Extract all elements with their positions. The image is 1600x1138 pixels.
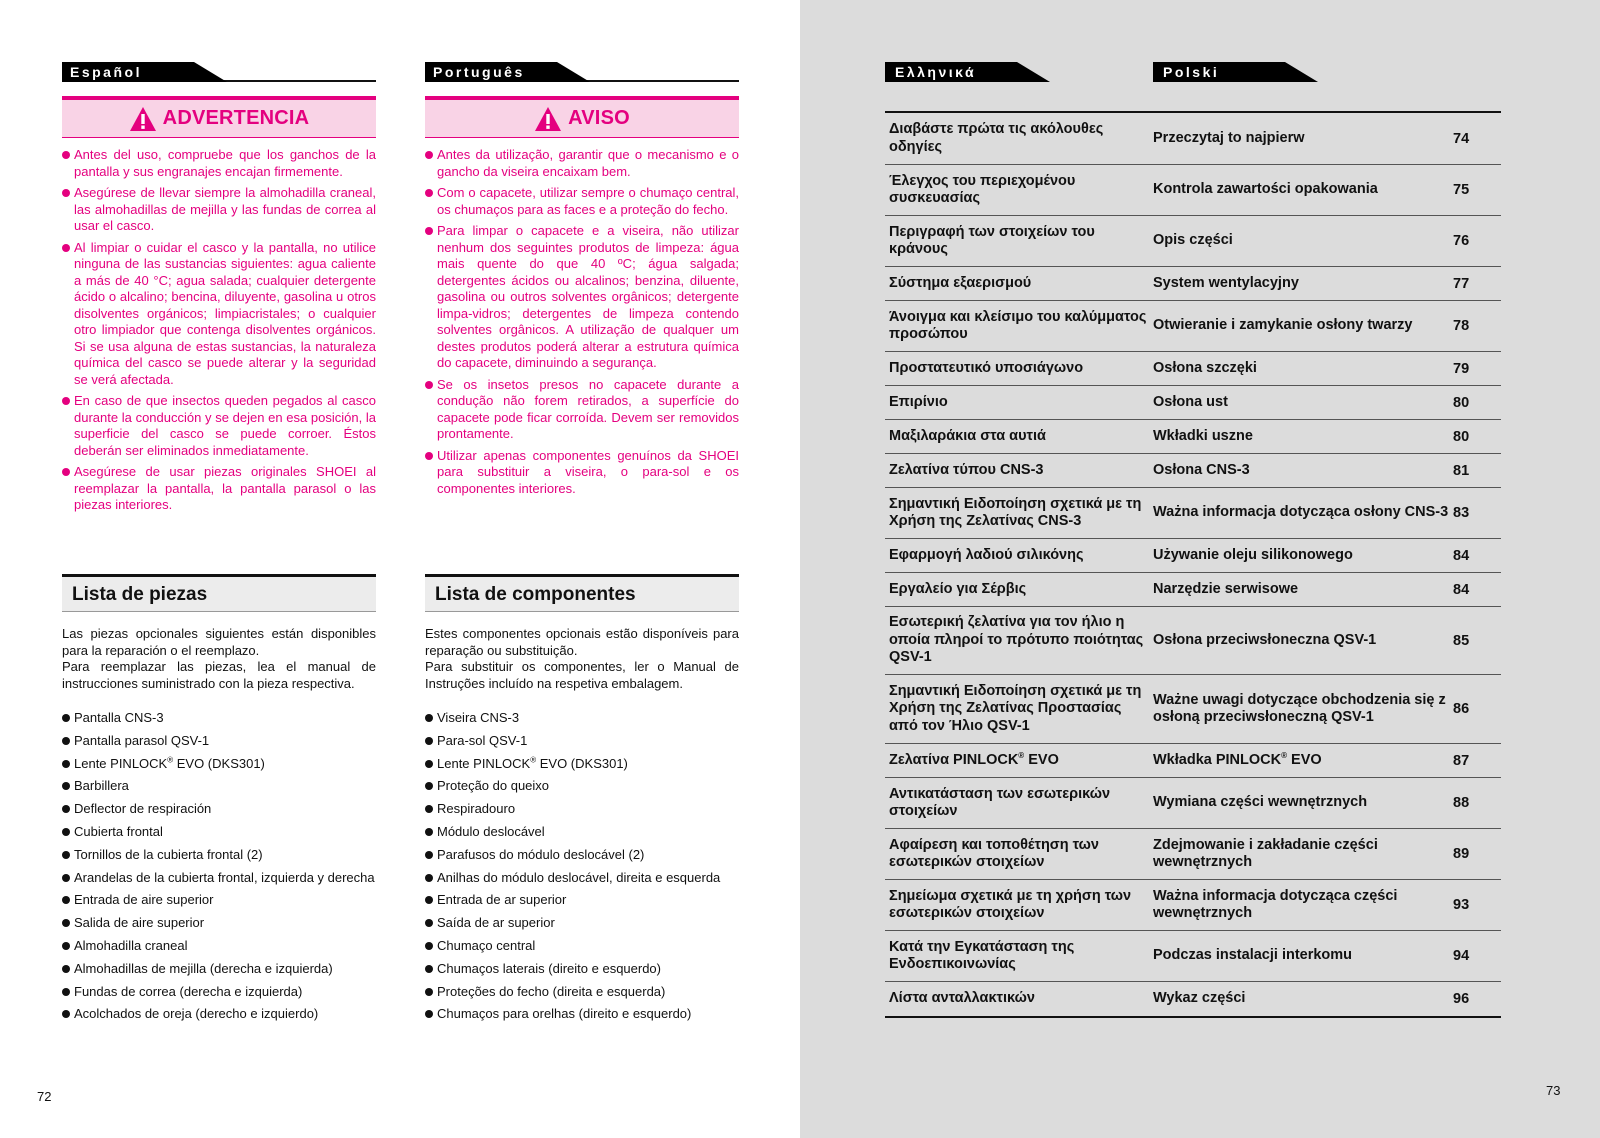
section-header — [425, 574, 739, 612]
toc-polish: System wentylacyjny — [1153, 274, 1299, 291]
toc-page: 83 — [1453, 505, 1470, 521]
list-item: Saída de ar superior — [425, 915, 739, 932]
toc-polish: Narzędzie serwisowe — [1153, 580, 1299, 597]
lang-label: Português — [433, 64, 525, 80]
warning-item: Utilizar apenas componentes genuínos da SHOEI para substituir a viseira, o para-sol e os componentes interiores. — [425, 448, 739, 498]
toc-polish: Osłona przeciwsłoneczna QSV-1 — [1153, 631, 1377, 648]
table-of-contents — [885, 111, 1501, 1018]
lang-tab-greek — [885, 62, 1050, 82]
toc-polish: Wykaz części — [1153, 990, 1246, 1007]
lang-tab-portuguese — [425, 62, 739, 82]
list-item: Salida de aire superior — [62, 915, 376, 932]
intro-line-1: Las piezas opcionales siguientes están disponibles para la reparación o el reemplazo. — [62, 626, 376, 658]
table-row[interactable] — [885, 301, 1501, 352]
toc-polish: Przeczytaj to najpierw — [1153, 129, 1305, 146]
list-item: Para-sol QSV-1 — [425, 733, 739, 750]
table-row[interactable] — [885, 216, 1501, 267]
list-item: Arandelas de la cubierta frontal, izquierda y derecha — [62, 870, 376, 887]
table-row[interactable] — [885, 267, 1501, 301]
list-item: Tornillos de la cubierta frontal (2) — [62, 847, 376, 864]
toc-page: 76 — [1453, 233, 1470, 249]
toc-greek: Σύστημα εξαερισμού — [889, 274, 1032, 291]
list-item: Viseira CNS-3 — [425, 710, 739, 727]
toc-greek: Διαβάστε πρώτα τις ακόλουθες οδηγίες — [889, 121, 1104, 155]
warning-title: ADVERTENCIA — [162, 107, 310, 129]
warning-item: Antes da utilização, garantir que o mecanismo e o gancho da viseira encaixam bem. — [425, 147, 739, 180]
toc-page: 75 — [1453, 182, 1470, 198]
table-row[interactable] — [885, 880, 1501, 931]
toc-greek: Μαξιλαράκια στα αυτιά — [889, 427, 1046, 444]
warning-title: AVISO — [568, 107, 630, 129]
list-item: Chumaços para orelhas (direito e esquerdo) — [425, 1006, 739, 1023]
toc-page: 94 — [1453, 948, 1470, 964]
toc-greek: Σημαντική Ειδοποίηση σχετικά με τη Χρήση της Ζελατίνας CNS-3 — [889, 495, 1142, 529]
toc-greek: Εργαλείο για Σέρβις — [889, 580, 1027, 597]
toc-greek: Σημαντική Ειδοποίηση σχετικά με τη Χρήση της Ζελατίνας Προστασίας από τον Ήλιο QSV-1 — [889, 682, 1142, 734]
toc-page: 85 — [1453, 632, 1470, 649]
lang-label: Español — [70, 64, 142, 80]
toc-page: 78 — [1453, 318, 1470, 334]
list-item: Acolchados de oreja (derecho e izquierdo) — [62, 1006, 376, 1023]
list-item: Cubierta frontal — [62, 824, 376, 841]
toc-greek: Κατά την Εγκατάσταση της Ενδοεπικοινωνίας — [889, 938, 1075, 972]
intro-line-2: Para reemplazar las piezas, lea el manual de instrucciones suministrado con la pieza respectiva. — [62, 659, 376, 691]
list-item: Chumaço central — [425, 938, 739, 955]
list-item: Respiradouro — [425, 801, 739, 818]
toc-page: 77 — [1453, 275, 1470, 292]
list-item: Proteções do fecho (direita e esquerda) — [425, 984, 739, 1001]
list-item: Deflector de respiración — [62, 801, 376, 818]
toc-greek: Έλεγχος του περιεχομένου συσκευασίας — [889, 172, 1076, 206]
list-item: Proteção do queixo — [425, 778, 739, 795]
toc-polish: Osłona ust — [1153, 393, 1228, 410]
intro-line-1: Estes componentes opcionais estão disponíveis para reparação ou substituição. — [425, 626, 739, 658]
list-item: Lente PINLOCK® EVO (DKS301) — [62, 756, 376, 773]
table-row[interactable] — [885, 352, 1501, 386]
section-title: Lista de componentes — [435, 584, 636, 605]
list-item: Almohadillas de mejilla (derecha e izquierda) — [62, 961, 376, 978]
toc-page: 93 — [1453, 897, 1470, 913]
lang-tab-polish — [1153, 62, 1318, 82]
table-row[interactable] — [885, 744, 1501, 778]
list-item: Pantalla parasol QSV-1 — [62, 733, 376, 750]
warning-item: Se os insetos presos no capacete durante a condução não forem retirados, a superfície do capacete pode ficar corroída. Devem ser removidos prontamente. — [425, 377, 739, 443]
toc-page: 96 — [1453, 991, 1470, 1007]
table-row[interactable] — [885, 829, 1501, 880]
toc-page: 89 — [1453, 846, 1470, 862]
intro-text — [62, 626, 376, 692]
toc-polish: Kontrola zawartości opakowania — [1153, 181, 1378, 198]
warning-item: Al limpiar o cuidar el casco y la pantalla, no utilice ninguna de las sustancias siguientes: agua caliente a más de 40 °C; agua salada; cualquier detergente ácido o alcalino; bencina, diluyente, gasolina u otros disolventes orgánicos; limpiacristales; o cualquier otro limpiador que contenga disolventes orgánicos. Si se usa alguna de estas sustancias, la naturaleza química del casco se puede alterar y la seguridad se verá afectada. — [62, 240, 376, 389]
warning-list — [62, 147, 376, 514]
table-row[interactable] — [885, 539, 1501, 573]
table-row[interactable] — [885, 607, 1501, 675]
list-item: Lente PINLOCK® EVO (DKS301) — [425, 756, 739, 773]
toc-page: 80 — [1453, 428, 1470, 445]
toc-greek: Ζελατίνα τύπου CNS-3 — [889, 461, 1044, 478]
list-item: Entrada de aire superior — [62, 892, 376, 909]
toc-greek: Ζελατίνα PINLOCK® EVO — [889, 750, 1059, 768]
toc-page: 74 — [1453, 130, 1470, 147]
warning-banner — [62, 96, 376, 138]
toc-greek: Λίστα ανταλλακτικών — [889, 990, 1035, 1007]
toc-greek: Αντικατάσταση των εσωτερικών στοιχείων — [889, 785, 1111, 819]
table-row[interactable] — [885, 488, 1501, 539]
page-number-right: 73 — [1546, 1083, 1561, 1098]
warning-item: Com o capacete, utilizar sempre o chumaço central, os chumaços para as faces e a proteção do fecho. — [425, 185, 739, 218]
toc-page: 79 — [1453, 360, 1470, 377]
table-row[interactable] — [885, 165, 1501, 216]
warning-item: Asegúrese de usar piezas originales SHOEI al reemplazar la pantalla, la pantalla parasol o las piezas interiores. — [62, 464, 376, 514]
intro-line-2: Para substituir os componentes, ler o Manual de Instruções incluído na respetiva embalagem. — [425, 659, 739, 691]
warning-list — [425, 147, 739, 497]
table-row[interactable] — [885, 454, 1501, 488]
list-item: Entrada de ar superior — [425, 892, 739, 909]
toc-greek: Εσωτερική ζελατίνα για τον ήλιο η οποία πληροί το πρότυπο ποιότητας QSV-1 — [889, 614, 1144, 666]
portuguese-column — [425, 62, 739, 1022]
table-row[interactable] — [885, 931, 1501, 982]
toc-page: 80 — [1453, 394, 1470, 411]
lang-tab-spanish — [62, 62, 376, 82]
toc-polish: Wymiana części wewnętrznych — [1153, 794, 1368, 811]
table-row[interactable] — [885, 675, 1501, 744]
list-item: Módulo deslocável — [425, 824, 739, 841]
parts-list — [425, 710, 739, 1029]
list-item: Chumaços laterais (direito e esquerdo) — [425, 961, 739, 978]
parts-list — [62, 710, 376, 1029]
toc-page: 86 — [1453, 701, 1470, 717]
list-item: Anilhas do módulo deslocável, direita e esquerda — [425, 870, 739, 887]
toc-polish: Wkładka PINLOCK® EVO — [1153, 750, 1322, 768]
warning-item: Asegúrese de llevar siempre la almohadilla craneal, las almohadillas de mejilla y las fundas de correa al usar el casco. — [62, 185, 376, 235]
section-title: Lista de piezas — [72, 584, 208, 605]
toc-page: 84 — [1453, 581, 1470, 598]
warning-item: Para limpar o capacete e a viseira, não utilizar nenhum dos seguintes produtos de limpeza: água mais quente do que 40 ºC; água salgada; detergentes ácidos ou alcalinos; benzina, diluente, gasolina ou outros solventes orgânicos; detergente limpa-vidros; detergentes de limpeza contendo solventes orgânicos. A utilização de qualquer um destes produtos poderá alterar a estrutura química do capacete, diminuindo a segurança. — [425, 223, 739, 372]
page-number-left: 72 — [37, 1089, 52, 1104]
toc-polish: Używanie oleju silikonowego — [1153, 546, 1353, 563]
toc-greek: Εφαρμογή λαδιού σιλικόνης — [889, 546, 1084, 563]
toc-polish: Osłona szczęki — [1153, 359, 1257, 376]
warning-triangle-icon — [129, 106, 157, 132]
toc-greek: Επιρίνιο — [889, 393, 948, 410]
list-item: Almohadilla craneal — [62, 938, 376, 955]
warning-banner — [425, 96, 739, 138]
section-header — [62, 574, 376, 612]
toc-greek: Άνοιγμα και κλείσιμο του καλύμματος προσώπου — [889, 308, 1147, 342]
intro-text — [425, 626, 739, 692]
toc-polish: Ważna informacja dotycząca części wewnętrznych — [1153, 887, 1398, 921]
warning-item: En caso de que insectos queden pegados al casco durante la conducción y se dejen en esa posición, la superficie del casco se puede corroer. Éstos deberán ser eliminados inmediatamente. — [62, 393, 376, 459]
table-row[interactable] — [885, 113, 1501, 165]
table-row[interactable] — [885, 420, 1501, 454]
toc-polish: Otwieranie i zamykanie osłony twarzy — [1153, 317, 1413, 334]
toc-greek: Προστατευτικό υποσιάγωνο — [889, 359, 1084, 376]
list-item: Barbillera — [62, 778, 376, 795]
toc-page: 87 — [1453, 752, 1470, 769]
toc-polish: Osłona CNS-3 — [1153, 461, 1250, 478]
toc-polish: Ważna informacja dotycząca osłony CNS-3 — [1153, 504, 1449, 521]
toc-greek: Αφαίρεση και τοποθέτηση των εσωτερικών στοιχείων — [889, 836, 1099, 870]
table-row[interactable] — [885, 778, 1501, 829]
toc-page: 81 — [1453, 462, 1470, 479]
spanish-column — [62, 62, 376, 1022]
lang-label: Ελληνικά — [895, 64, 977, 80]
toc-polish: Podczas instalacji interkomu — [1153, 947, 1353, 964]
list-item: Fundas de correa (derecha e izquierda) — [62, 984, 376, 1001]
list-item: Parafusos do módulo deslocável (2) — [425, 847, 739, 864]
warning-triangle-icon — [534, 106, 562, 132]
warning-item: Antes del uso, compruebe que los ganchos de la pantalla y sus engranajes encajan firmemente. — [62, 147, 376, 180]
toc-page: 84 — [1453, 547, 1470, 564]
table-row[interactable] — [885, 982, 1501, 1016]
toc-polish: Wkładki uszne — [1153, 427, 1253, 444]
toc-page: 88 — [1453, 795, 1470, 811]
toc-greek: Περιγραφή των στοιχείων του κράνους — [889, 223, 1095, 257]
table-row[interactable] — [885, 386, 1501, 420]
toc-polish: Opis części — [1153, 232, 1233, 249]
list-item: Pantalla CNS-3 — [62, 710, 376, 727]
table-row[interactable] — [885, 573, 1501, 607]
toc-polish: Zdejmowanie i zakładanie części wewnętrznych — [1153, 836, 1378, 870]
lang-label: Polski — [1163, 64, 1220, 80]
toc-polish: Ważne uwagi dotyczące obchodzenia się z osłoną przeciwsłoneczną QSV-1 — [1153, 691, 1446, 725]
toc-greek: Σημείωμα σχετικά με τη χρήση των εσωτερικών στοιχείων — [889, 887, 1132, 921]
